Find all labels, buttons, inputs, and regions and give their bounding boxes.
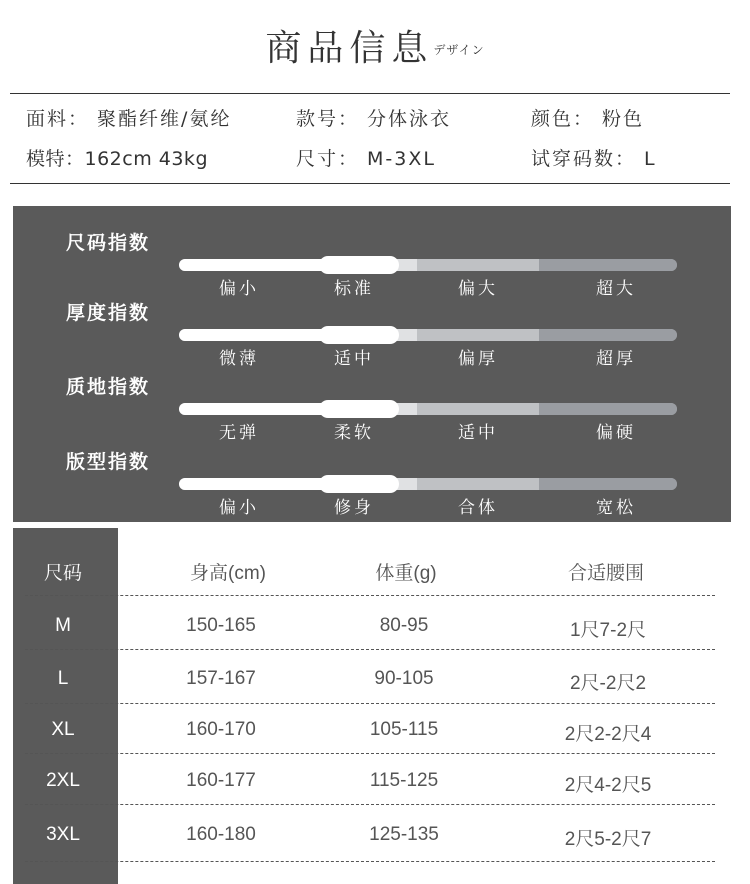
divider-bottom [10, 183, 730, 184]
index-track [179, 259, 677, 271]
index-tick: 修身 [334, 498, 374, 518]
cell-size: XL [51, 719, 75, 740]
info-row-1 [0, 104, 750, 134]
index-tick: 无弹 [219, 423, 259, 443]
row-divider [25, 753, 715, 754]
index-tick: 适中 [334, 349, 374, 369]
cell-size: M [55, 615, 71, 636]
index-tick: 标准 [334, 279, 374, 299]
index-tick: 微薄 [219, 349, 259, 369]
cell-weight: 80-95 [379, 615, 429, 636]
model-info: 模特：162cm 43kg [26, 148, 208, 170]
cell-size: L [57, 668, 69, 689]
header-waist: 合适腰围 [567, 563, 645, 584]
cell-weight: 115-125 [369, 770, 439, 791]
index-tick: 偏小 [219, 498, 259, 518]
row-divider [25, 861, 715, 862]
row-divider [25, 649, 715, 650]
cell-waist: 2尺2-2尺4 [564, 724, 652, 745]
fit-size-info: 试穿码数： L [531, 148, 657, 170]
index-tick: 偏小 [219, 279, 259, 299]
cell-height: 160-180 [186, 824, 256, 845]
index-panel [13, 206, 731, 522]
index-row-texture [13, 372, 731, 442]
header-height: 身高(cm) [190, 563, 266, 584]
index-indicator [319, 256, 399, 274]
index-tick: 偏大 [458, 279, 498, 299]
cell-size: 2XL [46, 770, 80, 791]
info-row-2 [0, 144, 750, 174]
index-track [179, 329, 677, 341]
cell-size: 3XL [46, 824, 80, 845]
cell-height: 157-167 [186, 668, 256, 689]
cell-height: 160-170 [186, 719, 256, 740]
row-divider [25, 595, 715, 596]
cell-weight: 105-115 [369, 719, 439, 740]
header-size: 尺码 [43, 563, 83, 584]
index-indicator [319, 326, 399, 344]
index-tick: 超大 [596, 279, 636, 299]
cell-height: 150-165 [186, 615, 256, 636]
index-tick: 柔软 [334, 423, 374, 443]
size-range-info: 尺寸： M-3XL [296, 148, 436, 170]
index-track [179, 478, 677, 490]
header-weight: 体重(g) [375, 563, 437, 584]
index-tick: 合体 [458, 498, 498, 518]
index-row-thickness [13, 298, 731, 368]
color-info: 颜色： 粉色 [531, 108, 645, 130]
cell-weight: 125-135 [369, 824, 439, 845]
index-row-fit [13, 447, 731, 517]
cell-waist: 2尺4-2尺5 [564, 775, 652, 796]
index-tick: 适中 [458, 423, 498, 443]
style-number-info: 款号： 分体泳衣 [296, 108, 452, 130]
cell-waist: 2尺-2尺2 [569, 673, 647, 694]
index-indicator [319, 400, 399, 418]
index-tick: 偏硬 [596, 423, 636, 443]
index-label: 质地指数 [66, 376, 151, 398]
row-divider [25, 804, 715, 805]
divider-top [10, 93, 730, 94]
cell-height: 160-177 [186, 770, 256, 791]
cell-weight: 90-105 [374, 668, 434, 689]
index-label: 版型指数 [66, 451, 151, 473]
title-block [0, 20, 750, 71]
index-row-size [13, 228, 731, 298]
cell-waist: 1尺7-2尺 [569, 620, 647, 641]
page-title: 商品信息 [265, 28, 434, 69]
index-indicator [319, 475, 399, 493]
cell-waist: 2尺5-2尺7 [564, 829, 652, 850]
index-track [179, 403, 677, 415]
page-subtitle: デザイン [433, 43, 485, 57]
index-label: 厚度指数 [66, 302, 151, 324]
index-tick: 偏厚 [458, 349, 498, 369]
index-label: 尺码指数 [66, 232, 151, 254]
size-table [13, 528, 731, 884]
row-divider [25, 703, 715, 704]
index-tick: 宽松 [596, 498, 636, 518]
index-tick: 超厚 [596, 349, 636, 369]
material-info: 面料： 聚酯纤维/氨纶 [26, 108, 232, 130]
